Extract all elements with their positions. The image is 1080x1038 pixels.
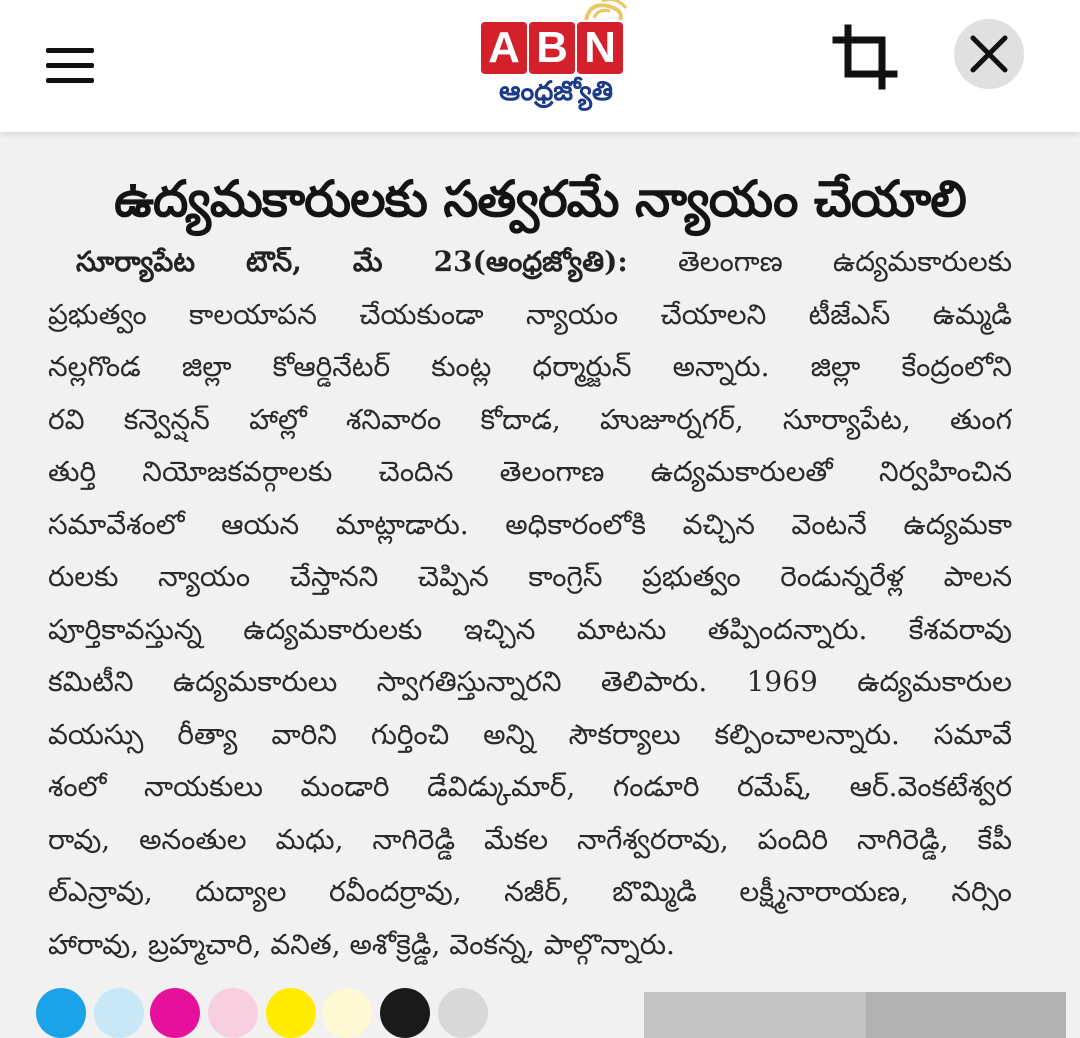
menu-line xyxy=(46,63,94,68)
color-swatch xyxy=(438,988,488,1038)
article-line: ప్రభుత్వం కాలయాపన చేయకుండా న్యాయం చేయాలని టీజేఎస్ ఉమ్మడి xyxy=(48,297,1012,331)
article-dateline: సూర్యాపేట టౌన్, మే 23(ఆంధ్రజ్యోతి): xyxy=(76,245,628,278)
logo-swirl-icon xyxy=(580,0,630,24)
article-line: తుర్తి నియోజకవర్గాలకు చెందిన తెలంగాణ ఉద్యమకారులతో నిర్వహించిన xyxy=(48,455,1012,488)
color-swatch xyxy=(208,988,258,1038)
gray-block xyxy=(866,992,1066,1038)
color-swatch xyxy=(266,988,316,1038)
article-line: సమావేశంలో ఆయన మాట్లాడారు. అధికారంలోకి వచ్చిన వెంటనే ఉద్యమకా xyxy=(48,507,1012,541)
logo-letters xyxy=(481,22,623,74)
article-line: రవి కన్వెన్షన్ హాల్లో శనివారం కోదాడ, హుజూర్నగర్, సూర్యాపేట, తుంగ xyxy=(48,402,1012,436)
close-button[interactable] xyxy=(954,19,1024,89)
article-headline: ఉద్యమకారులకు సత్వరమే న్యాయం చేయాలి xyxy=(114,170,966,228)
close-icon xyxy=(969,34,1009,74)
color-swatch xyxy=(36,988,86,1038)
article-line: నల్లగొండ జిల్లా కోఆర్డినేటర్ కుంట్ల ధర్మార్జున్ అన్నారు. జిల్లా కేంద్రంలోని xyxy=(48,350,1012,383)
article-line xyxy=(48,236,1012,289)
color-swatch xyxy=(150,988,200,1038)
article-line: రావు, అనంతుల మధు, నాగిరెడ్డి మేకల నాగేశ్వరరావు, పందిరి నాగిరెడ్డి, కేపీ xyxy=(48,822,1012,856)
article-line-text: తెలంగాణ ఉద్యమకారులకు xyxy=(627,245,1012,278)
article-line: ల్ఎన్రావు, దుద్యాల రవీందర్రావు, నజీర్, బొమ్మిడి లక్ష్మీనారాయణ, నర్సిం xyxy=(48,875,1012,908)
color-swatch xyxy=(380,988,430,1038)
menu-line xyxy=(46,78,94,83)
article-line: హారావు, బ్రహ్మచారి, వనిత, అశోక్రెడ్డి, వెంకన్న, పాల్గొన్నారు. xyxy=(48,927,675,961)
logo-subtitle: ఆంధ్రజ్యోతి xyxy=(498,76,614,107)
abn-andhrajyothy-logo xyxy=(478,0,638,120)
top-app-bar xyxy=(0,0,1080,132)
previous-article-cut-line xyxy=(100,132,950,142)
crop-icon[interactable] xyxy=(832,24,898,90)
logo-letter: A xyxy=(481,22,527,74)
logo-letter: N xyxy=(577,22,623,74)
print-color-bar xyxy=(0,988,1080,1038)
article-line: పూర్తికావస్తున్న ఉద్యమకారులకు ఇచ్చిన మాటను తప్పిందన్నారు. కేశవరావు xyxy=(48,612,1012,646)
article-line: కమిటీని ఉద్యమకారులు స్వాగతిస్తున్నారని తెలిపారు. 1969 ఉద్యమకారుల xyxy=(48,665,1012,698)
color-swatch xyxy=(322,988,372,1038)
menu-line xyxy=(46,48,94,53)
logo-letter: B xyxy=(529,22,575,74)
color-swatch xyxy=(94,988,144,1038)
article-body xyxy=(48,236,1012,971)
newspaper-clipping xyxy=(0,132,1080,1037)
article-line: వయస్సు రీత్యా వారిని గుర్తించి అన్ని సౌకర్యాలు కల్పించాలన్నారు. సమావే xyxy=(48,717,1012,751)
article-line: రులకు న్యాయం చేస్తానని చెప్పిన కాంగ్రెస్ ప్రభుత్వం రెండున్నరేళ్ల పాలన xyxy=(48,560,1012,593)
hamburger-menu-icon[interactable] xyxy=(46,46,96,86)
gray-block xyxy=(644,992,866,1038)
article-line: శంలో నాయకులు మండారి డేవిడ్కుమార్, గండూరి రమేష్, ఆర్.వెంకటేశ్వర xyxy=(48,770,1012,803)
